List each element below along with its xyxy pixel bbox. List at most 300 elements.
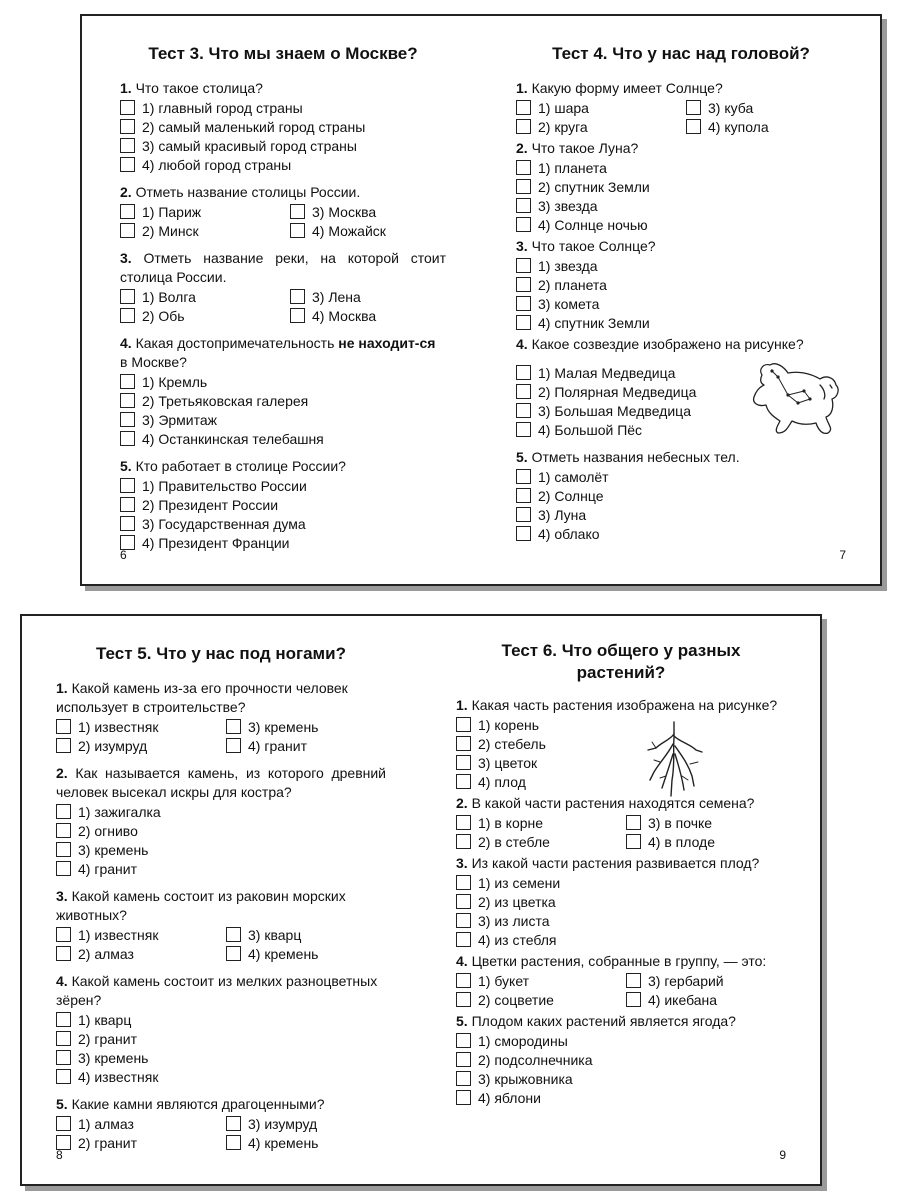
checkbox[interactable] bbox=[456, 736, 471, 751]
option[interactable] bbox=[120, 495, 446, 514]
test-title: Тест 4. Что у нас над головой? bbox=[552, 44, 810, 63]
checkbox[interactable] bbox=[56, 946, 71, 961]
checkbox[interactable] bbox=[120, 223, 135, 238]
option[interactable] bbox=[516, 215, 846, 234]
option[interactable] bbox=[56, 1114, 226, 1133]
page-number: 9 bbox=[779, 1148, 786, 1162]
book-spread-1 bbox=[80, 14, 882, 586]
checkbox[interactable] bbox=[456, 1071, 471, 1086]
option-label: 4) Солнце ночью bbox=[538, 216, 648, 233]
checkbox[interactable] bbox=[56, 1050, 71, 1065]
bear-constellation-illustration bbox=[748, 355, 842, 439]
checkbox[interactable] bbox=[120, 516, 135, 531]
option[interactable] bbox=[290, 221, 450, 240]
question-2 bbox=[56, 764, 386, 878]
option-label: 4) Президент Франции bbox=[142, 534, 290, 551]
option[interactable] bbox=[626, 813, 786, 832]
checkbox[interactable] bbox=[120, 431, 135, 446]
checkbox[interactable] bbox=[120, 138, 135, 153]
option[interactable] bbox=[456, 772, 786, 791]
checkbox[interactable] bbox=[56, 842, 71, 857]
question-2 bbox=[516, 139, 846, 234]
option[interactable] bbox=[226, 944, 386, 963]
option-label: 1) самолёт bbox=[538, 468, 609, 485]
question-text-emphasis: не находит-ся bbox=[338, 335, 436, 351]
checkbox[interactable] bbox=[456, 932, 471, 947]
option[interactable] bbox=[120, 410, 446, 429]
question-text: В какой части растения находятся семена? bbox=[471, 795, 755, 811]
checkbox[interactable] bbox=[516, 469, 531, 484]
question-5 bbox=[516, 448, 846, 543]
checkbox[interactable] bbox=[56, 861, 71, 876]
checkbox[interactable] bbox=[456, 875, 471, 890]
question-list bbox=[120, 79, 446, 552]
checkbox[interactable] bbox=[56, 1012, 71, 1027]
option[interactable] bbox=[456, 971, 626, 990]
checkbox[interactable] bbox=[56, 804, 71, 819]
option-label: 2) стебель bbox=[478, 735, 546, 752]
option[interactable] bbox=[120, 372, 446, 391]
checkbox[interactable] bbox=[56, 1031, 71, 1046]
checkbox[interactable] bbox=[456, 774, 471, 789]
question-number: 3. bbox=[120, 250, 132, 266]
question-number: 5. bbox=[456, 1013, 468, 1029]
option[interactable] bbox=[626, 971, 786, 990]
option[interactable] bbox=[56, 1067, 386, 1086]
option-label: 1) из семени bbox=[478, 874, 561, 891]
question-number: 5. bbox=[56, 1096, 68, 1112]
page-8 bbox=[56, 616, 386, 1184]
question-text: Отметь название реки, на которой стоит столица России. bbox=[120, 250, 446, 285]
checkbox[interactable] bbox=[290, 204, 305, 219]
checkbox[interactable] bbox=[626, 973, 641, 988]
option-label: 3) Лена bbox=[312, 288, 361, 305]
question-number: 4. bbox=[56, 973, 68, 989]
option-label: 1) алмаз bbox=[78, 1115, 134, 1132]
checkbox[interactable] bbox=[626, 815, 641, 830]
option[interactable] bbox=[516, 467, 846, 486]
checkbox[interactable] bbox=[226, 946, 241, 961]
option-label: 2) гранит bbox=[78, 1134, 137, 1151]
option-label: 3) крыжовника bbox=[478, 1070, 573, 1087]
option[interactable] bbox=[456, 715, 786, 734]
checkbox[interactable] bbox=[456, 755, 471, 770]
checkbox[interactable] bbox=[456, 1033, 471, 1048]
option-label: 4) яблони bbox=[478, 1089, 541, 1106]
question-text: Какое созвездие изображено на рисунке? bbox=[531, 336, 804, 352]
question-text: Как называется камень, из которого древний человек высекал искры для костра? bbox=[56, 765, 387, 800]
option-label: 4) гранит bbox=[248, 737, 307, 754]
option[interactable] bbox=[290, 202, 450, 221]
option[interactable] bbox=[516, 524, 846, 543]
question-text: Из какой части растения развивается плод? bbox=[471, 855, 760, 871]
question-number: 1. bbox=[120, 80, 132, 96]
option[interactable] bbox=[516, 117, 686, 136]
question-text: Какая часть растения изображена на рисунке? bbox=[471, 697, 778, 713]
option-label: 2) Солнце bbox=[538, 487, 604, 504]
option[interactable] bbox=[56, 840, 386, 859]
checkbox[interactable] bbox=[516, 422, 531, 437]
checkbox[interactable] bbox=[516, 179, 531, 194]
checkbox[interactable] bbox=[226, 1135, 241, 1150]
question-text: Какой камень из-за его прочности человек использует в строительстве? bbox=[56, 680, 348, 715]
option-label: 2) самый маленький город страны bbox=[142, 118, 366, 135]
option-label: 3) самый красивый город страны bbox=[142, 137, 357, 154]
option-label: 1) шара bbox=[538, 99, 589, 116]
page-number: 8 bbox=[56, 1148, 63, 1162]
question-number: 3. bbox=[456, 855, 468, 871]
option[interactable] bbox=[56, 736, 226, 755]
checkbox[interactable] bbox=[290, 308, 305, 323]
question-5 bbox=[456, 1012, 786, 1107]
option-label: 3) звезда bbox=[538, 197, 598, 214]
option[interactable] bbox=[226, 1114, 386, 1133]
option-label: 3) изумруд bbox=[248, 1115, 318, 1132]
checkbox[interactable] bbox=[56, 1116, 71, 1131]
option-label: 2) Полярная Медведица bbox=[538, 383, 697, 400]
question-1 bbox=[56, 679, 386, 755]
option-label: 4) Можайск bbox=[312, 222, 386, 239]
question-number: 1. bbox=[56, 680, 68, 696]
checkbox[interactable] bbox=[516, 507, 531, 522]
question-number: 5. bbox=[516, 449, 528, 465]
option[interactable] bbox=[120, 155, 446, 174]
option[interactable] bbox=[120, 533, 446, 552]
option-label: 1) зажигалка bbox=[78, 803, 161, 820]
option-label: 2) алмаз bbox=[78, 945, 134, 962]
checkbox[interactable] bbox=[56, 719, 71, 734]
checkbox[interactable] bbox=[226, 738, 241, 753]
option-label: 1) букет bbox=[478, 972, 530, 989]
checkbox[interactable] bbox=[456, 834, 471, 849]
option[interactable] bbox=[120, 306, 290, 325]
option-label: 3) кремень bbox=[78, 841, 149, 858]
question-number: 3. bbox=[56, 888, 68, 904]
option[interactable] bbox=[516, 256, 846, 275]
option-label: 1) известняк bbox=[78, 718, 159, 735]
checkbox[interactable] bbox=[120, 374, 135, 389]
checkbox[interactable] bbox=[120, 204, 135, 219]
option-label: 1) корень bbox=[478, 716, 540, 733]
checkbox[interactable] bbox=[456, 717, 471, 732]
checkbox[interactable] bbox=[226, 719, 241, 734]
checkbox[interactable] bbox=[516, 526, 531, 541]
question-text: Какую форму имеет Солнце? bbox=[531, 80, 723, 96]
option-label: 4) плод bbox=[478, 773, 526, 790]
question-number: 2. bbox=[120, 184, 132, 200]
test-title: Тест 6. Что общего у разных растений? bbox=[501, 641, 741, 682]
option-label: 3) кремень bbox=[248, 718, 319, 735]
option[interactable] bbox=[456, 930, 786, 949]
option[interactable] bbox=[226, 1133, 386, 1152]
question-text: Кто работает в столице России? bbox=[135, 458, 346, 474]
checkbox[interactable] bbox=[626, 992, 641, 1007]
option-label: 2) в стебле bbox=[478, 833, 550, 850]
checkbox[interactable] bbox=[626, 834, 641, 849]
checkbox[interactable] bbox=[226, 927, 241, 942]
checkbox[interactable] bbox=[516, 119, 531, 134]
page-6 bbox=[120, 16, 446, 584]
option[interactable] bbox=[456, 1088, 786, 1107]
question-text: Какой камень состоит из мелких разноцветных зёрен? bbox=[56, 973, 378, 1008]
question-1 bbox=[516, 79, 846, 136]
checkbox[interactable] bbox=[516, 488, 531, 503]
option[interactable] bbox=[516, 196, 846, 215]
option-label: 4) Останкинская телебашня bbox=[142, 430, 324, 447]
option-label: 1) планета bbox=[538, 159, 607, 176]
option-label: 3) куба bbox=[708, 99, 754, 116]
option-label: 1) известняк bbox=[78, 926, 159, 943]
option[interactable] bbox=[120, 476, 446, 495]
question-text: Цветки растения, собранные в группу, — это: bbox=[471, 953, 767, 969]
question-number: 4. bbox=[516, 336, 528, 352]
checkbox[interactable] bbox=[516, 160, 531, 175]
option-label: 3) кварц bbox=[248, 926, 302, 943]
option-label: 2) соцветие bbox=[478, 991, 554, 1008]
question-5 bbox=[56, 1095, 386, 1152]
question-text: Что такое Солнце? bbox=[531, 238, 656, 254]
option-label: 1) Волга bbox=[142, 288, 196, 305]
question-4 bbox=[516, 335, 846, 439]
checkbox[interactable] bbox=[456, 815, 471, 830]
question-text: Какой камень состоит из раковин морских животных? bbox=[56, 888, 346, 923]
option-label: 1) Малая Медведица bbox=[538, 364, 676, 381]
checkbox[interactable] bbox=[456, 1090, 471, 1105]
question-number: 1. bbox=[516, 80, 528, 96]
question-text: Отметь названия небесных тел. bbox=[531, 449, 740, 465]
option-label: 3) кремень bbox=[78, 1049, 149, 1066]
question-number: 2. bbox=[456, 795, 468, 811]
option[interactable] bbox=[56, 717, 226, 736]
checkbox[interactable] bbox=[516, 296, 531, 311]
checkbox[interactable] bbox=[516, 365, 531, 380]
checkbox[interactable] bbox=[686, 100, 701, 115]
option[interactable] bbox=[56, 925, 226, 944]
question-text: Плодом каких растений является ягода? bbox=[471, 1013, 736, 1029]
checkbox[interactable] bbox=[516, 403, 531, 418]
option[interactable] bbox=[456, 734, 786, 753]
question-3 bbox=[456, 854, 786, 949]
option-label: 1) кварц bbox=[78, 1011, 132, 1028]
checkbox[interactable] bbox=[120, 393, 135, 408]
option[interactable] bbox=[56, 1133, 226, 1152]
question-number: 1. bbox=[456, 697, 468, 713]
option[interactable] bbox=[456, 990, 626, 1009]
option[interactable] bbox=[290, 306, 450, 325]
question-4 bbox=[120, 334, 446, 448]
option[interactable] bbox=[516, 486, 846, 505]
option-label: 2) из цветка bbox=[478, 893, 556, 910]
option[interactable] bbox=[120, 136, 446, 155]
option[interactable] bbox=[226, 736, 386, 755]
checkbox[interactable] bbox=[686, 119, 701, 134]
question-2 bbox=[456, 794, 786, 851]
option-label: 4) гранит bbox=[78, 860, 137, 877]
option[interactable] bbox=[120, 202, 290, 221]
option[interactable] bbox=[456, 832, 626, 851]
checkbox[interactable] bbox=[120, 497, 135, 512]
question-1 bbox=[120, 79, 446, 174]
option[interactable] bbox=[120, 287, 290, 306]
question-1 bbox=[456, 696, 786, 791]
checkbox[interactable] bbox=[516, 198, 531, 213]
option-label: 1) смородины bbox=[478, 1032, 568, 1049]
option[interactable] bbox=[686, 98, 846, 117]
checkbox[interactable] bbox=[290, 223, 305, 238]
page-7 bbox=[516, 16, 846, 584]
option[interactable] bbox=[516, 313, 846, 332]
test-title: Тест 5. Что у нас под ногами? bbox=[96, 644, 346, 663]
option[interactable] bbox=[56, 821, 386, 840]
question-text: в Москве? bbox=[120, 354, 187, 370]
option-label: 4) из стебля bbox=[478, 931, 557, 948]
option[interactable] bbox=[226, 925, 386, 944]
option-label: 4) икебана bbox=[648, 991, 718, 1008]
question-number: 5. bbox=[120, 458, 132, 474]
option-label: 4) в плоде bbox=[648, 833, 716, 850]
option-label: 4) купола bbox=[708, 118, 769, 135]
option[interactable] bbox=[686, 117, 846, 136]
checkbox[interactable] bbox=[456, 913, 471, 928]
plant-root-illustration bbox=[644, 720, 704, 798]
checkbox[interactable] bbox=[290, 289, 305, 304]
option[interactable] bbox=[290, 287, 450, 306]
checkbox[interactable] bbox=[226, 1116, 241, 1131]
option[interactable] bbox=[120, 221, 290, 240]
option-label: 3) гербарий bbox=[648, 972, 724, 989]
option-label: 1) в корне bbox=[478, 814, 544, 831]
question-list bbox=[56, 679, 386, 1152]
option-label: 3) Луна bbox=[538, 506, 587, 523]
option[interactable] bbox=[516, 177, 846, 196]
question-2 bbox=[120, 183, 446, 240]
question-5 bbox=[120, 457, 446, 552]
option[interactable] bbox=[456, 1069, 786, 1088]
option[interactable] bbox=[120, 98, 446, 117]
option[interactable] bbox=[56, 944, 226, 963]
question-3 bbox=[120, 249, 446, 325]
checkbox[interactable] bbox=[120, 478, 135, 493]
option[interactable] bbox=[56, 1010, 386, 1029]
checkbox[interactable] bbox=[516, 100, 531, 115]
question-3 bbox=[516, 237, 846, 332]
option-label: 2) планета bbox=[538, 276, 607, 293]
option-label: 3) Москва bbox=[312, 203, 377, 220]
checkbox[interactable] bbox=[120, 100, 135, 115]
option-label: 1) Париж bbox=[142, 203, 202, 220]
checkbox[interactable] bbox=[456, 973, 471, 988]
option[interactable] bbox=[226, 717, 386, 736]
checkbox[interactable] bbox=[456, 1052, 471, 1067]
option[interactable] bbox=[456, 1050, 786, 1069]
checkbox[interactable] bbox=[120, 289, 135, 304]
option[interactable] bbox=[626, 990, 786, 1009]
checkbox[interactable] bbox=[516, 217, 531, 232]
option-label: 3) цветок bbox=[478, 754, 538, 771]
checkbox[interactable] bbox=[120, 157, 135, 172]
option[interactable] bbox=[626, 832, 786, 851]
option[interactable] bbox=[56, 1048, 386, 1067]
option-label: 4) облако bbox=[538, 525, 600, 542]
option-label: 3) Большая Медведица bbox=[538, 402, 691, 419]
option[interactable] bbox=[56, 1029, 386, 1048]
option[interactable] bbox=[516, 505, 846, 524]
option-label: 2) изумруд bbox=[78, 737, 148, 754]
option-label: 2) огниво bbox=[78, 822, 138, 839]
option-label: 3) из листа bbox=[478, 912, 550, 929]
option[interactable] bbox=[456, 873, 786, 892]
page-number: 6 bbox=[120, 548, 127, 562]
option-label: 2) гранит bbox=[78, 1030, 137, 1047]
option[interactable] bbox=[456, 1031, 786, 1050]
question-text: Что такое Луна? bbox=[531, 140, 639, 156]
test-title: Тест 3. Что мы знаем о Москве? bbox=[148, 44, 418, 63]
checkbox[interactable] bbox=[120, 308, 135, 323]
option[interactable] bbox=[516, 294, 846, 313]
option-label: 3) Эрмитаж bbox=[142, 411, 218, 428]
option-label: 1) Правительство России bbox=[142, 477, 307, 494]
checkbox[interactable] bbox=[456, 992, 471, 1007]
option-label: 3) Государственная дума bbox=[142, 515, 306, 532]
option[interactable] bbox=[120, 429, 446, 448]
option-label: 2) Обь bbox=[142, 307, 185, 324]
option-label: 4) кремень bbox=[248, 1134, 319, 1151]
checkbox[interactable] bbox=[120, 119, 135, 134]
option[interactable] bbox=[516, 98, 686, 117]
option[interactable] bbox=[516, 275, 846, 294]
page-number: 7 bbox=[839, 548, 846, 562]
option-label: 4) любой город страны bbox=[142, 156, 292, 173]
option[interactable] bbox=[516, 158, 846, 177]
option-label: 3) в почке bbox=[648, 814, 713, 831]
checkbox[interactable] bbox=[56, 823, 71, 838]
option[interactable] bbox=[120, 117, 446, 136]
checkbox[interactable] bbox=[120, 412, 135, 427]
option-label: 2) круга bbox=[538, 118, 588, 135]
checkbox[interactable] bbox=[516, 384, 531, 399]
checkbox[interactable] bbox=[516, 315, 531, 330]
option-label: 4) известняк bbox=[78, 1068, 159, 1085]
question-number: 2. bbox=[516, 140, 528, 156]
option[interactable] bbox=[56, 802, 386, 821]
checkbox[interactable] bbox=[56, 738, 71, 753]
option-label: 4) Москва bbox=[312, 307, 377, 324]
checkbox[interactable] bbox=[56, 1069, 71, 1084]
checkbox[interactable] bbox=[56, 927, 71, 942]
option[interactable] bbox=[56, 859, 386, 878]
checkbox[interactable] bbox=[516, 258, 531, 273]
question-number: 4. bbox=[456, 953, 468, 969]
page-9 bbox=[456, 616, 786, 1184]
option-label: 2) Минск bbox=[142, 222, 199, 239]
option[interactable] bbox=[456, 813, 626, 832]
checkbox[interactable] bbox=[516, 277, 531, 292]
question-number: 4. bbox=[120, 335, 132, 351]
option[interactable] bbox=[120, 514, 446, 533]
option[interactable] bbox=[456, 753, 786, 772]
option-label: 4) спутник Земли bbox=[538, 314, 650, 331]
question-number: 2. bbox=[56, 765, 68, 781]
option[interactable] bbox=[120, 391, 446, 410]
question-number: 3. bbox=[516, 238, 528, 254]
option[interactable] bbox=[456, 892, 786, 911]
question-list bbox=[456, 696, 786, 1107]
option-label: 2) подсолнечника bbox=[478, 1051, 593, 1068]
option-label: 2) Третьяковская галерея bbox=[142, 392, 309, 409]
option[interactable] bbox=[456, 911, 786, 930]
checkbox[interactable] bbox=[456, 894, 471, 909]
question-text: Какая достопримечательность bbox=[135, 335, 339, 351]
